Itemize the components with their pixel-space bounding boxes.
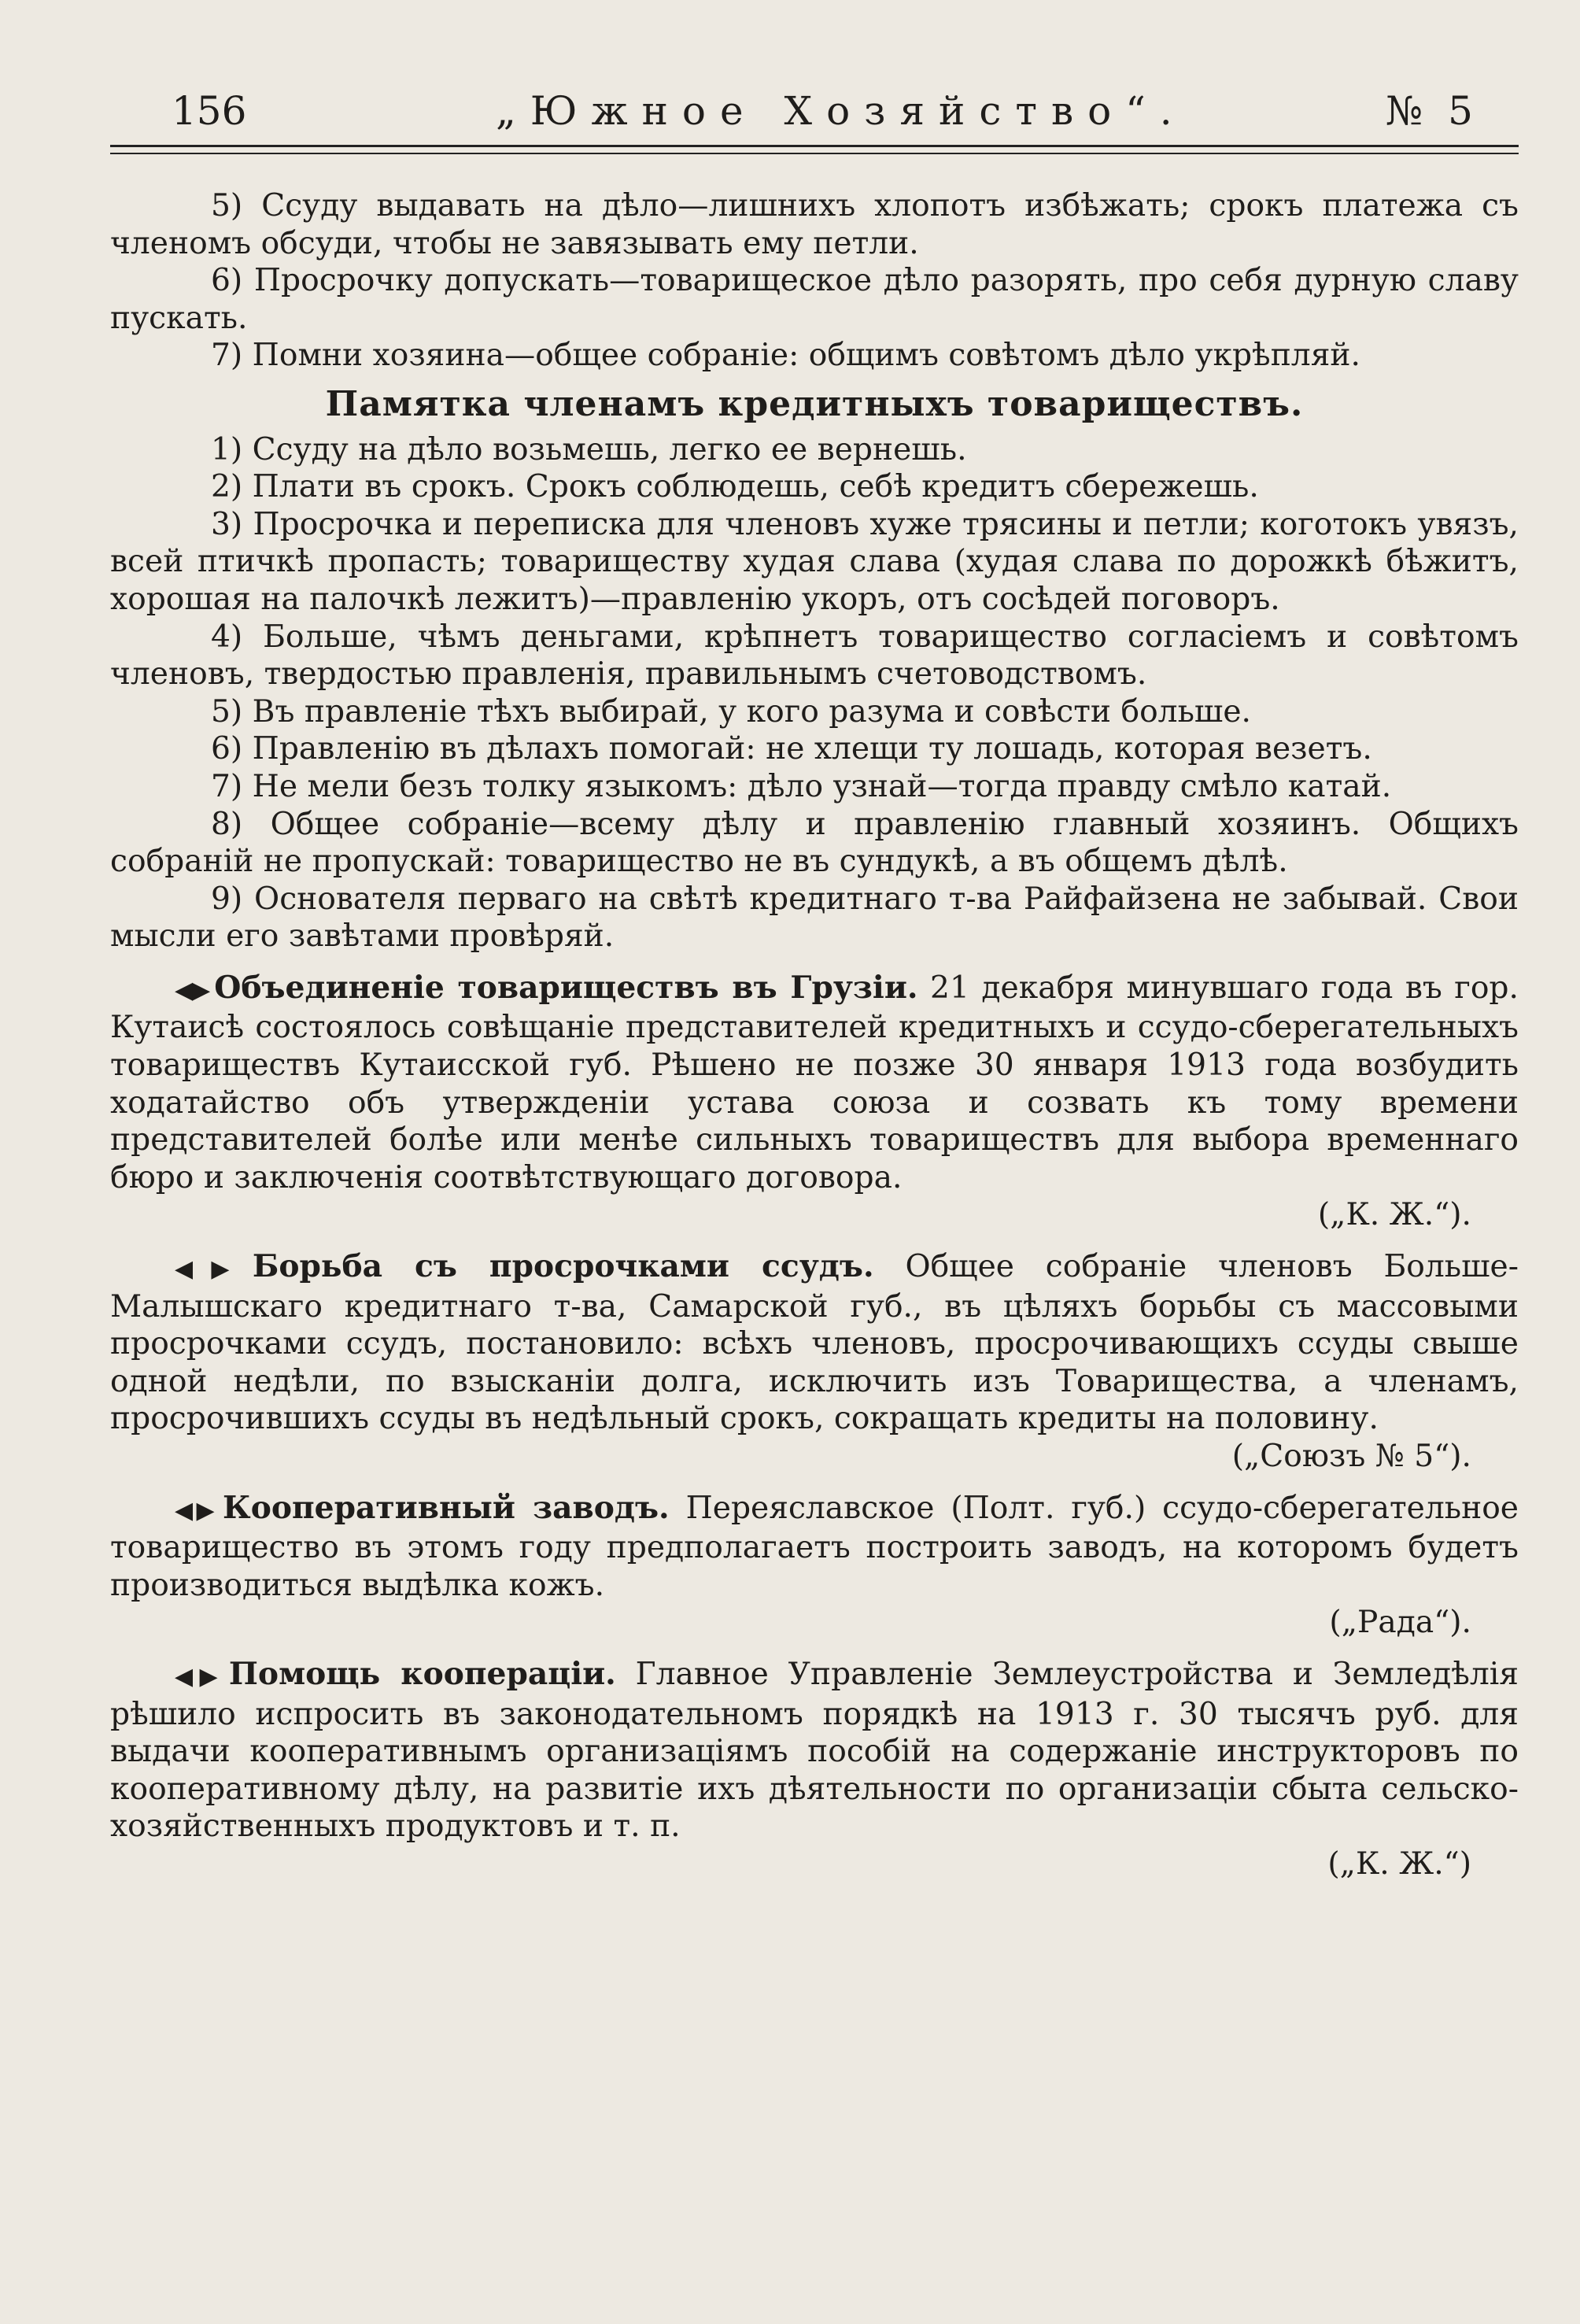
memo-item: 7) Не мели безъ толку языкомъ: дѣло узнай—тогда правду смѣло катай. bbox=[211, 768, 1392, 804]
memo-item: 9) Основателя перваго на свѣтѣ кредитнаго т-ва Райфайзена не забывай. Свои мысли его завѣтами провѣряй. bbox=[110, 881, 1519, 955]
memo-item: 2) Плати въ срокъ. Срокъ соблюдешь, себѣ кредитъ сбережешь. bbox=[211, 469, 1259, 505]
page-header bbox=[110, 88, 1501, 143]
news-title: Помощь кооперацiи. bbox=[228, 1655, 616, 1692]
news-item-overdue-loans bbox=[110, 1248, 1519, 1476]
journal-title: „Южное Хозяйство“. bbox=[496, 88, 1187, 134]
rule-item: 5) Ссуду выдавать на дѣло—лишнихъ хлопотъ избѣжать; срокъ платежа съ членомъ обсуди, чтобы не завязывать ему петли. bbox=[110, 188, 1519, 261]
news-source: („Рада“). bbox=[1329, 1605, 1471, 1641]
memo-item: 1) Ссуду на дѣло возьмешь, легко ее вернешь. bbox=[211, 431, 967, 467]
news-source: („К. Ж.“) bbox=[1327, 1846, 1471, 1882]
rules-continued bbox=[110, 187, 1519, 375]
header-rule bbox=[110, 145, 1519, 147]
news-text: 21 декабря минувшаго года въ гор. Кутаисѣ состоялось совѣщаніе представителей кредитныхъ и ссудо-сберегательныхъ товариществъ Кутаисской губ. Рѣшено не позже 30 января 1913 года возбудить ходатайство объ утвержденіи устава союза и созвать къ тому времени представителей болѣе или менѣе сильныхъ товариществъ для выбора временнаго бюро и заключенія соотвѣтствующаго договора. bbox=[110, 970, 1519, 1195]
memo-heading: Памятка членамъ кредитныхъ товариществъ. bbox=[325, 383, 1304, 424]
rule-item: 7) Помни хозяина—общее собраніе: общимъ совѣтомъ дѣло укрѣпляй. bbox=[211, 338, 1360, 374]
news-title: Кооперативный заводъ. bbox=[223, 1489, 670, 1526]
diamond-bullet-icon: ◀▶ bbox=[175, 1496, 219, 1524]
header-rule-double bbox=[110, 153, 1519, 154]
news-title: Борьба съ просрочками ссудъ. bbox=[252, 1248, 874, 1285]
news-text: Главное Управленіе Землеустройства и Земледѣлія рѣшило испросить въ законодательномъ порядкѣ на 1913 г. 30 тысячъ руб. для выдачи кооперативнымъ организаціямъ пособій на содержаніе инструкторовъ по кооперативному дѣлу, на развитіе ихъ дѣятельности по организаціи сбыта сельско-хозяйственныхъ продуктовъ и т. п. bbox=[110, 1656, 1519, 1845]
news-source: („К. Ж.“). bbox=[1317, 1197, 1471, 1233]
news-text: Переяславское (Полт. губ.) ссудо-сберегательное товарищество въ этомъ году предполагаетъ построить заводъ, на которомъ будетъ производиться выдѣлка кожъ. bbox=[110, 1490, 1519, 1603]
page-body bbox=[110, 187, 1519, 1883]
news-item-georgia bbox=[110, 970, 1519, 1234]
memo-item: 6) Правленію въ дѣлахъ помогай: не хлещи ту лошадь, которая везетъ. bbox=[211, 731, 1372, 767]
rule-item: 6) Просрочку допускать—товарищеское дѣло разорять, про себя дурную славу пускать. bbox=[110, 263, 1519, 336]
news-item-cooperation-aid bbox=[110, 1656, 1519, 1883]
memo-section bbox=[110, 383, 1519, 955]
memo-item: 8) Общее собраніе—всему дѣлу и правленію главный хозяинъ. Общихъ собраній не пропускай: товарищество не въ сундукѣ, а въ общемъ дѣлѣ. bbox=[110, 806, 1519, 880]
news-source: („Союзъ № 5“). bbox=[1231, 1439, 1471, 1474]
issue-number: № 5 bbox=[1385, 88, 1479, 134]
diamond-bullet-icon: ◀▶ bbox=[175, 1662, 224, 1690]
diamond-bullet-icon: ◀▶ bbox=[175, 1255, 248, 1284]
memo-item: 4) Больше, чѣмъ деньгами, крѣпнетъ товарищество согласіемъ и совѣтомъ членовъ, твердостью правленія, правильнымъ счетоводствомъ. bbox=[110, 619, 1519, 693]
news-item-cooperative-plant bbox=[110, 1490, 1519, 1642]
diamond-bullet-icon: ◀▶ bbox=[175, 976, 210, 1004]
news-text: Общее собраніе членовъ Больше-Малышскаго кредитнаго т-ва, Самарской губ., въ цѣляхъ борьбы съ массовыми просрочками ссудъ, постановило: всѣхъ членовъ, просрочивающихъ ссуды свыше одной недѣли, по взысканіи долга, исключить изъ Товарищества, а членамъ, просрочившихъ ссуды въ недѣльный срокъ, сокращать кредиты на половину. bbox=[110, 1249, 1519, 1437]
memo-item: 5) Въ правленіе тѣхъ выбирай, у кого разума и совѣсти больше. bbox=[211, 693, 1251, 730]
memo-item: 3) Просрочка и переписка для членовъ хуже трясины и петли; коготокъ увязъ, всей птичкѣ пропасть; товариществу худая слава (худая слава по дорожкѣ бѣжитъ, хорошая на палочкѣ лежитъ)—правленію укоръ, отъ сосѣдей поговоръ. bbox=[110, 506, 1519, 617]
page-number: 156 bbox=[172, 88, 247, 134]
news-title: Объединеніе товариществъ въ Грузіи. bbox=[214, 969, 918, 1006]
